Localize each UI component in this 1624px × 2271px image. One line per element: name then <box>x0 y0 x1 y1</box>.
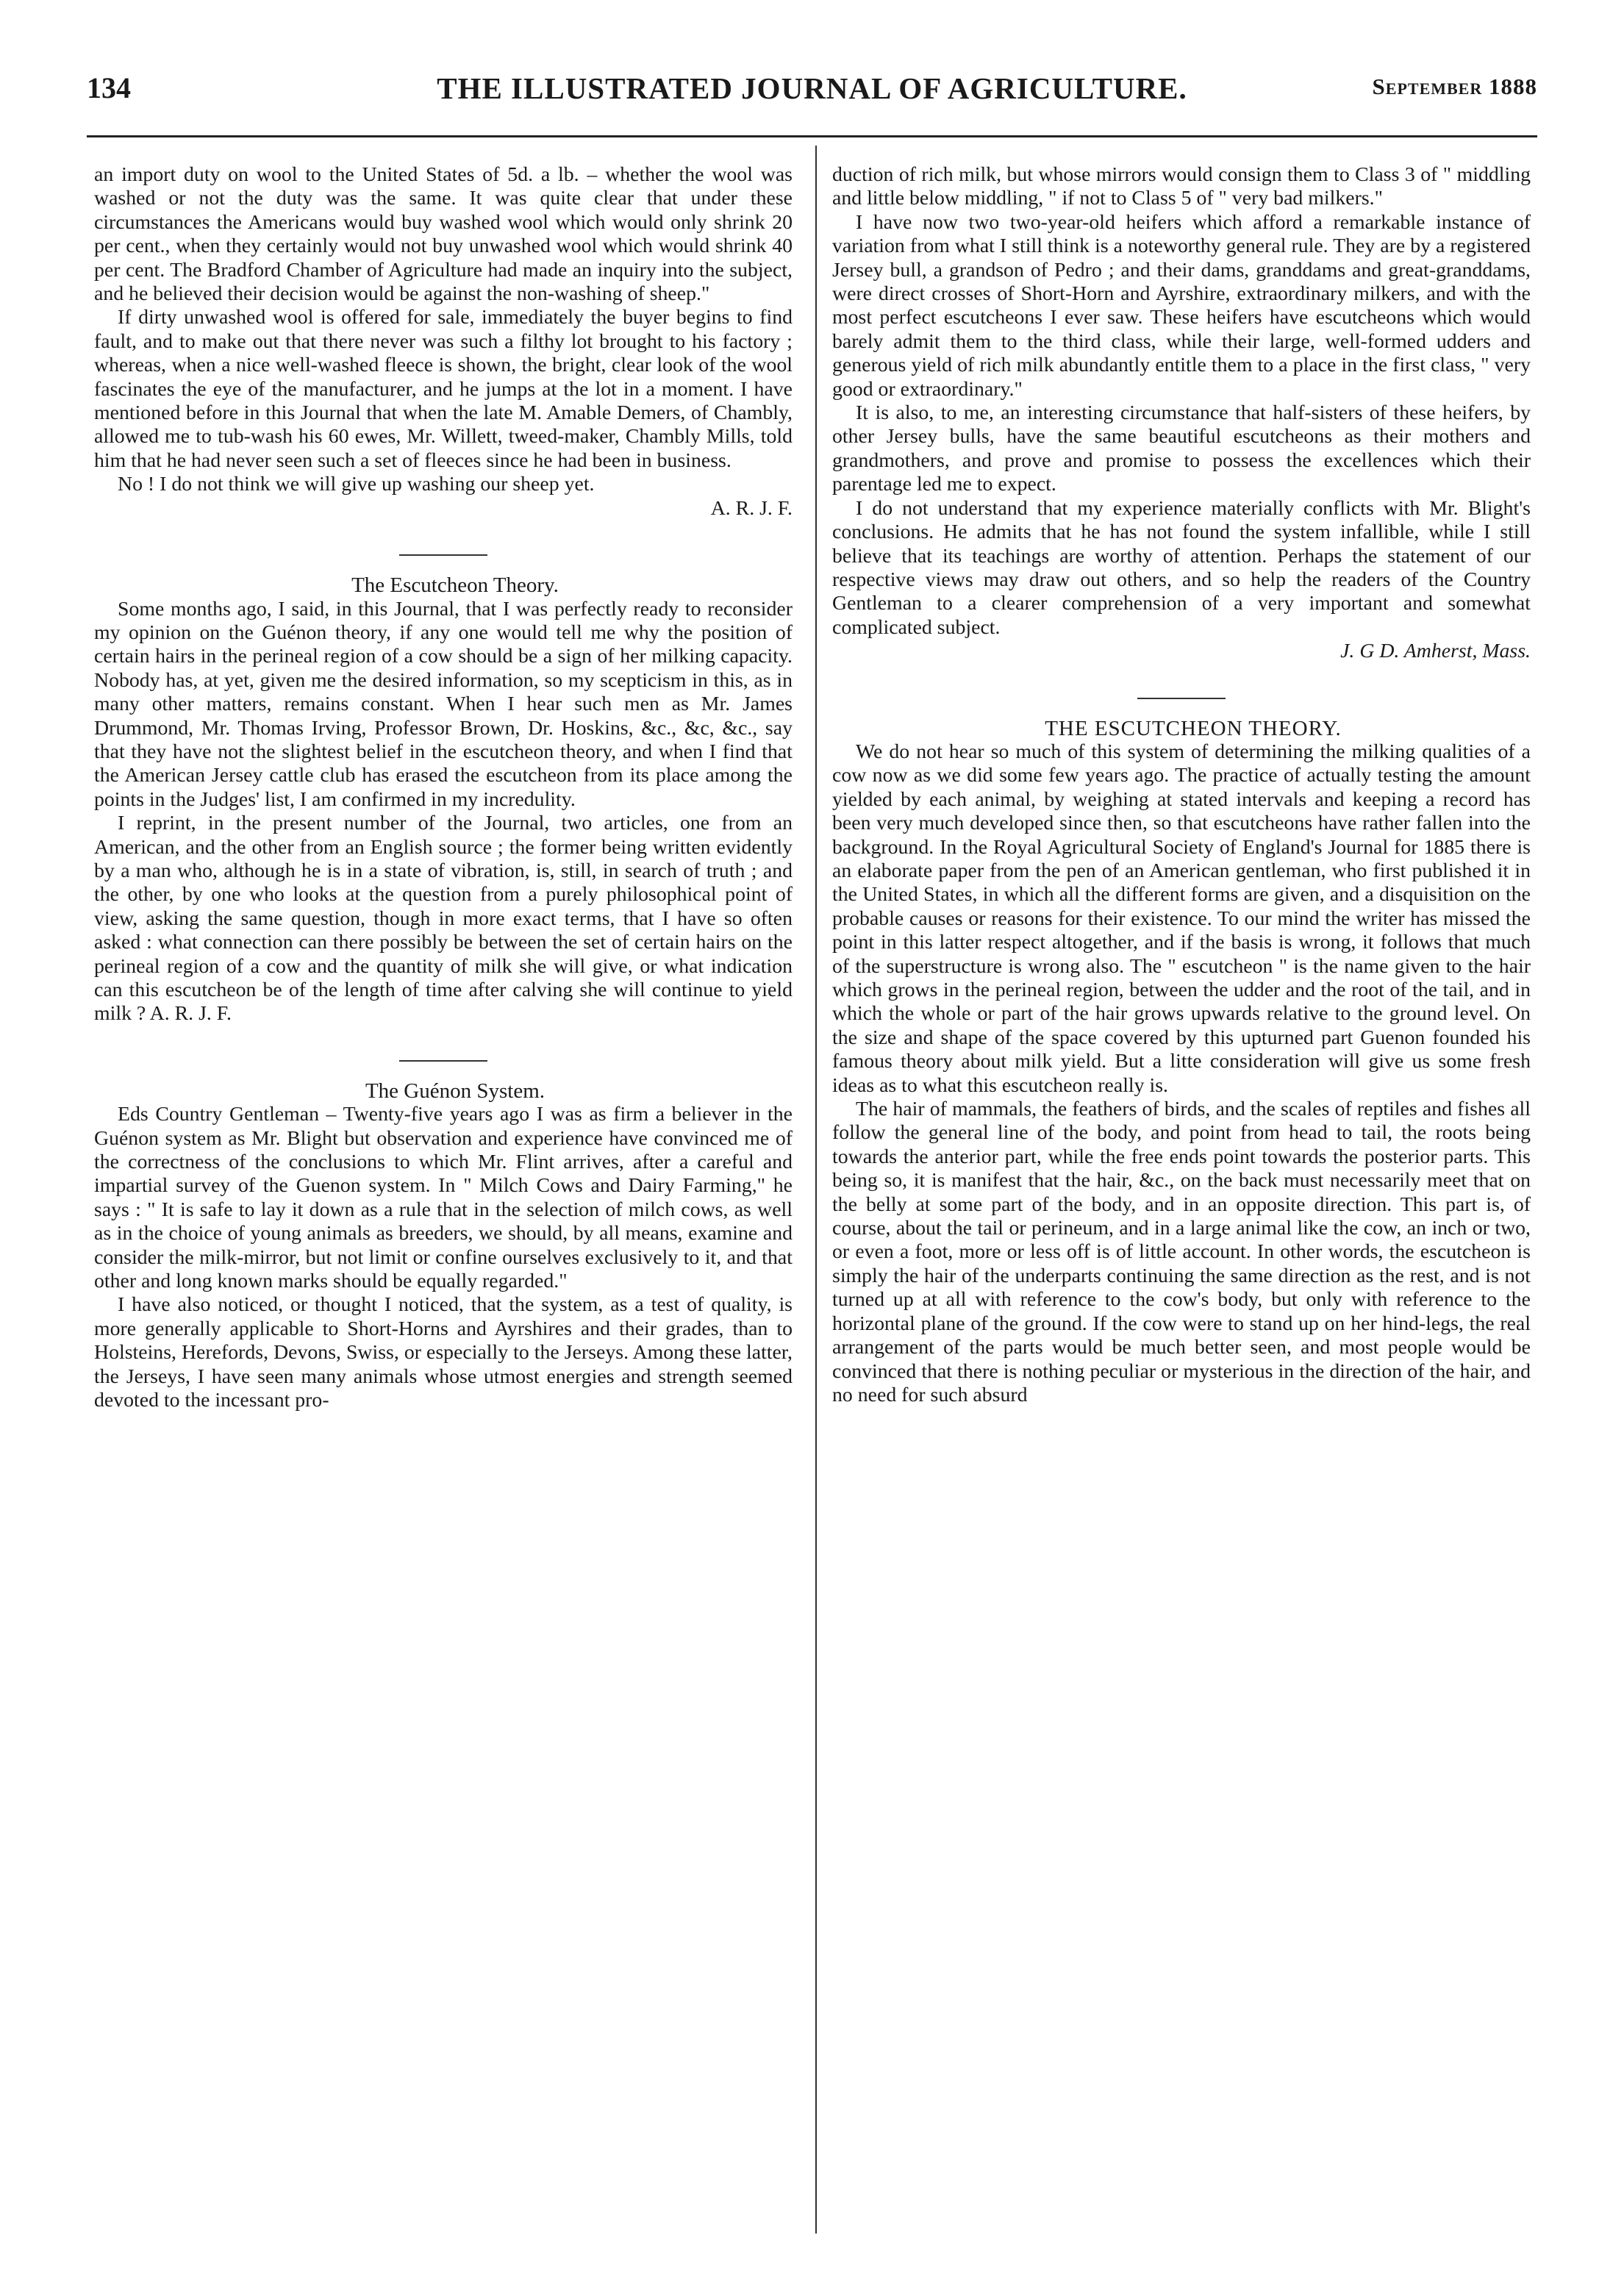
paragraph: I reprint, in the present number of the Journal, two articles, one from an American, and the other from an English source ; the former being written evidently by a man who, although he is in a state of vibration, is, still, in search of truth ; and the other, by one who looks at the question from a purely philosophical point of view, asking the same question, though in more exact terms, that I have so often asked : what connection can there possibly be between the set of certain hairs on the perineal region of a cow and the quantity of milk she will give, or what indication can this escutcheon be of the length of time after calving she will continue to yield milk ? A. R. J. F. <box>94 812 793 1026</box>
paragraph: Some months ago, I said, in this Journal, that I was perfectly ready to reconsider my opinion on the Guénon theory, if any one would tell me why the position of certain hairs in the perineal region of a cow should be a sign of her milking capacity. Nobody has, at yet, given me the desired information, so my scepticism in this, as in many other matters, remains constant. When I hear such men as Mr. James Drummond, Mr. Thomas Irving, Professor Brown, Dr. Hoskins, &c., &c, &c., say that they have not the slightest belief in the escutcheon theory, and when I find that the American Jersey cattle club has erased the escutcheon from its place among the points in the Judges' list, I am confirmed in my incredulity. <box>94 597 793 811</box>
running-title: THE ILLUSTRATED JOURNAL OF AGRICULTURE. <box>437 71 1187 105</box>
right-column <box>832 163 1531 1407</box>
byline: J. G D. Amherst, Mass. <box>1340 640 1531 663</box>
section-heading: THE ESCUTCHEON THEORY. <box>1045 716 1342 740</box>
paragraph: If dirty unwashed wool is offered for sale, immediately the buyer begins to find fault, and to make out that there never was such a filthy lot brought to his factory ; whereas, when a nice well-washed fleece is shown, the bright, clear look of the wool fascinates the eye of the manufacturer, and he jumps at the lot in a moment. I have mentioned before in this Journal that when the late M. Amable Demers, of Chambly, allowed me to tub-wash his 60 ewes, Mr. Willett, tweed-maker, Chambly Mills, told him that he had never seen such a set of fleeces since he had been in business. <box>94 306 793 472</box>
section-divider <box>399 1060 487 1062</box>
left-column <box>94 163 793 1413</box>
paragraph: duction of rich milk, but whose mirrors would consign them to Class 3 of " middling and little below middling, " if not to Class 5 of " very bad milkers." <box>832 163 1531 210</box>
paragraph: No ! I do not think we will give up washing our sheep yet. <box>118 473 595 496</box>
paragraph: I do not understand that my experience materially conflicts with Mr. Blight's conclusions. He admits that he has not found the system infallible, while I still believe that its teachings are worthy of attention. Perhaps the statement of our respective views may draw out others, and so help the readers of the Country Gentleman to a clearer comprehension of a very important and somewhat complicated subject. <box>832 496 1531 639</box>
paragraph: Eds Country Gentleman – Twenty-five years ago I was as firm a believer in the Guénon system as Mr. Blight but observation and experience have convinced me of the correctness of the conclusions to which Mr. Flint arrives, after a careful and impartial survey of the Guenon system. In " Milch Cows and Dairy Farming," he says : " It is safe to lay it down as a rule that in the selection of milch cows, as well as in the choice of young animals as breeders, we should, by all means, examine and consider the milk-mirror, but not limit or confine ourselves exclusively to it, and that other and long known marks should be equally regarded." <box>94 1103 793 1293</box>
section-heading: The Escutcheon Theory. <box>351 573 559 598</box>
paragraph: The hair of mammals, the feathers of birds, and the scales of reptiles and fishes all follow the general line of the body, and point from head to tail, the roots being towards the anterior part, while the free ends point towards the posterior parts. This being so, it is manifest that the hair, &c., on the back must necessarily meet that on the belly at some part of the body, and in an opposite direction. This part is, of course, about the tail or perineum, and in a large animal like the cow, an inch or two, or even a foot, more or less off is of little account. In other words, the escutcheon is simply the hair of the underparts continuing the same direction as the rest, and is not turned up at all with reference to the cow's body, but only with reference to the horizontal plane of the ground. If the cow were to stand up on her hind-legs, the real arrangement of the parts would be much better seen, and most people would be convinced that there is nothing peculiar or mysterious in the direction of the hair, and no need for such absurd <box>832 1098 1531 1406</box>
paragraph: It is also, to me, an interesting circumstance that half-sisters of these heifers, by other Jersey bulls, have the same beautiful escutcheons as their mothers and grandmothers, and prove and promise to possess the excellences which their parentage led me to expect. <box>832 401 1531 496</box>
paragraph: I have now two two-year-old heifers which afford a remarkable instance of variation from what I still think is a noteworthy general rule. They are by a registered Jersey bull, a grandson of Pedro ; and their dams, granddams and great-granddams, were direct crosses of Short-Horn and Ayrshire, extraordinary milkers, and with the most perfect escutcheons I ever saw. These heifers have escutcheons which would barely admit them to the third class, while their large, well-formed udders and generous yield of rich milk abundantly entitle them to a place in the first class, " very good or extraordinary." <box>832 210 1531 401</box>
page-header <box>87 71 1537 115</box>
issue-date: September 1888 <box>1372 74 1537 99</box>
section-heading: The Guénon System. <box>365 1079 545 1103</box>
header-rule <box>87 135 1537 137</box>
section-divider <box>1137 698 1226 699</box>
paragraph: I have also noticed, or thought I noticed, that the system, as a test of quality, is more generally applicable to Short-Horns and Ayrshires and their grades, than to Holsteins, Herefords, Devons, Swiss, or especially to the Jerseys. Among these latter, the Jerseys, I have seen many animals whose utmost energies and strength seemed devoted to the incessant pro- <box>94 1293 793 1412</box>
column-divider <box>815 146 817 2234</box>
signature: A. R. J. F. <box>710 496 793 520</box>
paragraph: an import duty on wool to the United States of 5d. a lb. – whether the wool was washed or not the duty was the same. It was quite clear that under these circumstances the Americans would buy washed wool which would only shrink 20 per cent., when they certainly would not buy unwashed wool which would shrink 40 per cent. The Bradford Chamber of Agriculture had made an inquiry into the subject, and he believed their decision would be against the non-washing of sheep." <box>94 163 793 306</box>
paragraph: We do not hear so much of this system of determining the milking qualities of a cow now as we did some few years ago. The practice of actually testing the amount yielded by each animal, by weighing at stated intervals and keeping a record has been very much developed since then, so that escutcheons have rather fallen into the background. In the Royal Agricultural Society of England's Journal for 1885 there is an elaborate paper from the pen of an American gentleman, who first published it in the United States, in which all the different forms are given, and a disquisition on the probable causes or reasons for their existence. To our mind the writer has missed the point in this latter respect altogether, and if the basis is wrong, it follows that much of the superstructure is wrong also. The " escutcheon " is the name given to the hair which grows in the perineal region, between the udder and the root of the tail, and in which the whole or part of the hair grows upwards relative to the ground level. On the size and shape of the space covered by this upturned part Guenon founded his famous theory about milk yield. But a litte consideration will give us some fresh ideas as to what this escutcheon really is. <box>832 740 1531 1097</box>
section-divider <box>399 554 487 556</box>
page-number: 134 <box>87 71 131 104</box>
